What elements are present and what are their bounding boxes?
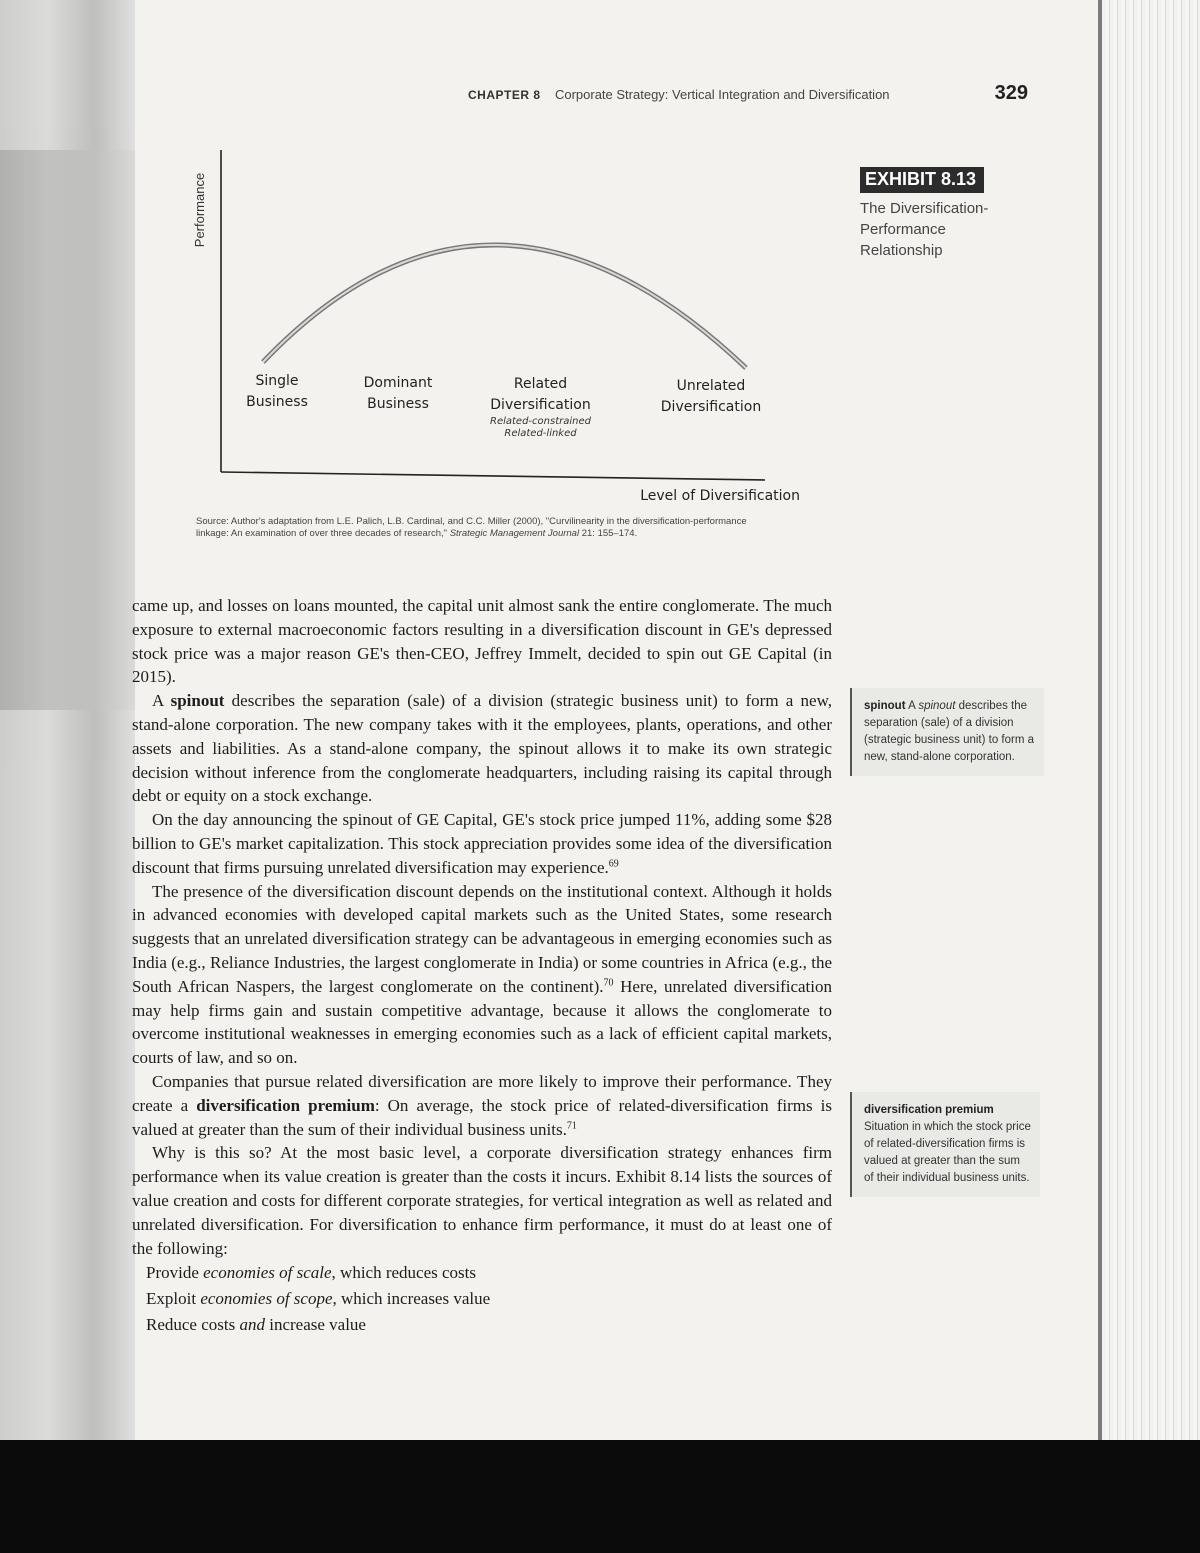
performance-curve-shadow xyxy=(263,245,746,368)
page-stack-edge xyxy=(1098,0,1200,1440)
key-term-diversification-premium: diversification premium xyxy=(196,1095,375,1115)
paragraph: Companies that pursue related diversification are more likely to improve their performance. They create a diversification premium: On average, the stock price of related-diversification firms is valued at greater than the sum of their individual business units.$^{71}$ xyxy=(132,1071,832,1139)
body-text xyxy=(132,594,832,1338)
exhibit-label xyxy=(860,167,1060,261)
y-axis-label: Performance xyxy=(192,172,207,248)
category-unrelated-diversification: Unrelated Diversification xyxy=(660,378,762,415)
chapter-label: CHAPTER 8 xyxy=(468,88,541,102)
endnote-ref: 70 xyxy=(603,977,614,989)
book-spine-shadow xyxy=(0,0,135,1440)
endnote-ref: 69 xyxy=(608,858,619,870)
exhibit-badge: EXHIBIT 8.13 xyxy=(860,167,984,193)
paragraph: came up, and losses on loans mounted, the capital unit almost sank the entire conglomerate. The much exposure to external macroeconomic factors resulting in a diversification discount in GE's depressed stock price was a major reason GE's then-CEO, Jeffrey Immelt, decided to spin out GE Capital (in 2015). xyxy=(132,596,832,687)
exhibit-figure xyxy=(190,140,800,580)
paragraph: The presence of the diversification discount depends on the institutional context. Although it holds in advanced economies with developed capital markets such as the United States, some research suggests that an unrelated diversification strategy can be advantageous in emerging economies such as India (e.g., Reliance Industries, the largest conglomerate in India) or some countries in Africa (e.g., the South African Naspers, the largest conglomerate on the continent).$^{70}$ Here, unrelated diversification may help firms gain and sustain competitive advantage, because it allows the conglomerate to overcome institutional weaknesses in emerging economies such as a lack of efficient capital markets, courts of law, and so on. xyxy=(132,881,833,1068)
list-item: Exploit economies of scope, which increases value xyxy=(146,1289,491,1309)
paragraph: On the day announcing the spinout of GE Capital, GE's stock price jumped 11%, adding some $28 billion to GE's market capitalization. This stock appreciation provides some idea of the diversification discount that firms pursuing unrelated diversification may experience.$^{69}$ xyxy=(132,810,832,877)
key-term-spinout: spinout xyxy=(170,691,225,711)
margin-glossary-diversification-premium: diversification premium Situation in which the stock price of related-diversification firms is valued at greater than the sum of their individual business units. xyxy=(850,1092,1040,1197)
bullet-list xyxy=(132,1260,832,1338)
curve-diagram xyxy=(190,140,790,580)
endnote-ref: 71 xyxy=(566,1119,577,1131)
chapter-title: Corporate Strategy: Vertical Integration and Diversification xyxy=(554,87,890,102)
running-head xyxy=(468,82,1028,112)
x-axis xyxy=(221,472,765,480)
exhibit-caption: The Diversification-Performance Relationship xyxy=(860,200,989,259)
list-item: Reduce costs and increase value xyxy=(146,1315,366,1335)
list-item: Provide economies of scale, which reduces costs xyxy=(146,1263,477,1283)
figure-source: Source: Author's adaptation from L.E. Palich, L.B. Cardinal, and C.C. Miller (2000), "Curvilinearity in the diversification-performance linkage: An examination of over three decades of research," Strategic Management Journal 21: 155–174. xyxy=(196,516,747,539)
margin-glossary-spinout: spinout A spinout describes the separation (sale) of a division (strategic business unit) to form a new, stand-alone corporation. xyxy=(850,688,1044,776)
category-single-business: Single Business xyxy=(246,373,308,410)
page-number: 329 xyxy=(994,82,1028,104)
paragraph: Why is this so? At the most basic level, a corporate diversification strategy enhances firm performance when its value creation is greater than the costs it incurs. Exhibit 8.14 lists the sources of value creation and costs for different corporate strategies, for vertical integration as well as related and unrelated diversification. For diversification to enhance firm performance, it must do at least one of the following: xyxy=(132,1143,832,1258)
paragraph: A spinout describes the separation (sale) of a division (strategic business unit) to form a new, stand-alone corporation. The new company takes with it the employees, plants, operations, and other assets and liabilities. As a stand-alone company, the spinout allows it to make its own strategic decision without inference from the conglomerate headquarters, including raising its capital through debt or equity on a stock exchange. xyxy=(132,691,833,806)
category-related-diversification: Related Diversification Related-constrained Related-linked xyxy=(490,376,591,439)
category-dominant-business: Dominant Business xyxy=(363,375,433,412)
x-axis-label: Level of Diversification xyxy=(640,488,800,504)
